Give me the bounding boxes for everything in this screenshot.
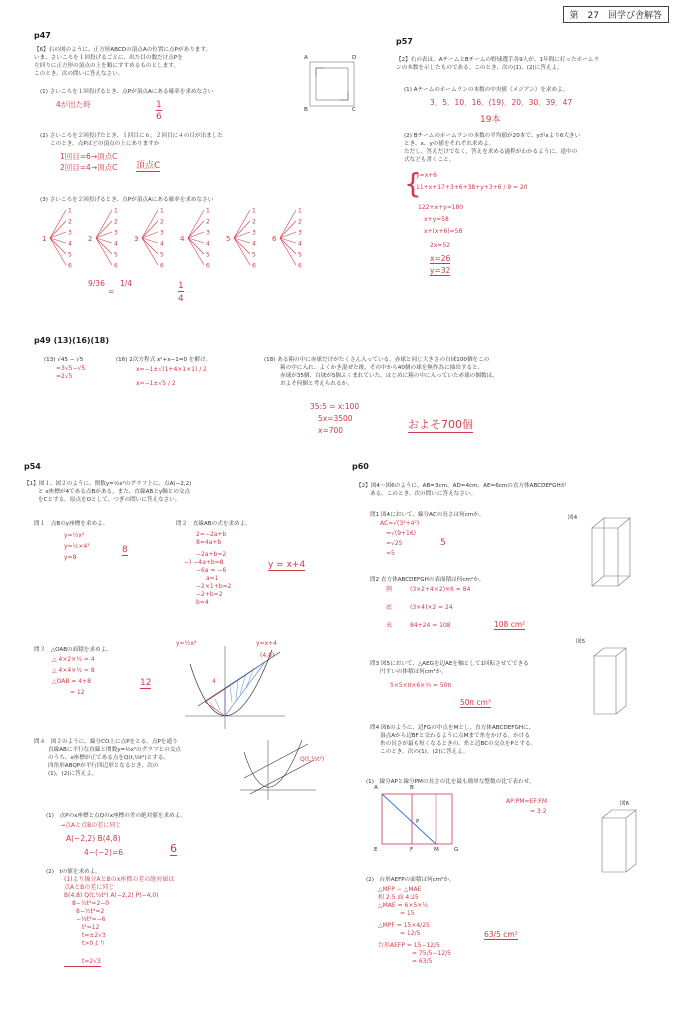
tree-root-label: 6 [272, 235, 277, 243]
p57-q2 [404, 132, 580, 164]
p54-a4-1-work: A(−2,2) B(4,8) [66, 834, 121, 843]
p57-q2-line: (2) Bチームのホームランの本数の平均値が20本で、yがxより6大きい [404, 133, 581, 139]
p57-work-5: x+(x+6)=58 [424, 228, 463, 235]
p57-work-3: 122+x+y=180 [418, 204, 464, 211]
tree-leaf-label: 5 [252, 251, 256, 259]
tree-leaf-label: 6 [114, 262, 118, 270]
p49-q13: (13) √45 − √5 [44, 357, 84, 363]
tree-branch [188, 210, 204, 238]
p60-fig5-prism [590, 644, 632, 722]
p54-a2-line: b=4 [196, 599, 209, 606]
p47-a2-line: 1回目=6→頂点C [60, 152, 118, 161]
tree-leaf-label: 3 [298, 229, 302, 237]
p54-a2-line: 8=4a+b [196, 539, 222, 546]
tree-leaf-label: 5 [298, 251, 302, 259]
p60-q4 [370, 724, 536, 756]
tree-leaf-label: 1 [298, 207, 302, 215]
p60-a1-work: AC=√(3²+4²) [380, 520, 420, 527]
p49-a13-line: =3√5−√5 [56, 365, 86, 372]
p47-a3-final-den: 4 [178, 294, 184, 304]
p57-work-1: y=x+6 [416, 172, 437, 179]
p54-a4-2-line: 点AとBの差に同じ [64, 884, 115, 891]
p57-q2-line: ただし、答えだけでなく、答えを求める過程がわかるように、途中の [404, 149, 578, 155]
tree-leaf-label: 5 [68, 251, 72, 259]
p60-intro [356, 482, 566, 498]
p54-intro-line: をCとする。原点をOとして、つぎの問いに答えなさい。 [38, 497, 181, 503]
p54-intro-line: と x座標が4である点Bがある。また、直線ABとy軸との交点 [38, 489, 191, 495]
p49-a16-line: x=−1±√(1+4×1×1) / 2 [136, 366, 207, 373]
tree-leaf-label: 6 [68, 262, 72, 270]
p47-a2-line: 2回目=4→頂点C [60, 163, 118, 172]
p54-a2-work [184, 531, 232, 607]
p60-q4-line: このとき、次の(1)、(2)に答えよ。 [380, 749, 469, 755]
tree-leaf-label: 1 [68, 207, 72, 215]
p47-q1: (1) さいころを１回投げるとき、点Pが頂点Aにある確率を求めなさい [40, 89, 214, 95]
p60-a2-tag: 側 [386, 586, 393, 593]
p47-a3-frac: 9/36 [88, 279, 105, 288]
p49-a18-line: 35:5 = x:100 [310, 402, 360, 411]
p54-a2-line: −2+b=2 [196, 591, 223, 598]
tree-branch [234, 210, 250, 238]
tree-leaf-label: 2 [160, 218, 164, 226]
tree-leaf-label: 5 [160, 251, 164, 259]
p54-a4-2-line: t=2√3 [64, 958, 101, 967]
p54-q4-line: (1)，(2)に答えよ。 [48, 771, 98, 777]
p47-a3-final-num: 1 [178, 281, 184, 291]
p49-q18-line: 箱の中に入れ、よくかき混ぜた後、その中から40個の球を無作為に抽出すると、 [280, 365, 484, 371]
p60-page-label: p60 [352, 462, 369, 471]
p47-label-d: D [352, 55, 357, 61]
p54-a3-work: △ 4×4×½ = 8 [52, 667, 95, 674]
tree-leaf-label: 4 [252, 240, 256, 248]
p60-a2-answer: 108 cm² [494, 620, 526, 629]
p47-label-c: C [352, 107, 356, 113]
p49-q18-line: (18) ある箱の中に赤球だけがたくさん入っている。赤球と同じ大きさの白球100個をこの [264, 357, 490, 363]
p57-intro-line: ンの本数を示したものである。このとき、次の(1)、(2)に答えよ。 [396, 65, 563, 71]
p60-diag-label: E [374, 847, 378, 853]
p60-a4-2-line: = 12/5 [400, 930, 421, 937]
p54-a2-line: −2×1+b=2 [196, 583, 232, 590]
p54-q4-line: 直線ABに平行な直線と関数y=½x²のグラフとの交点 [48, 747, 181, 753]
p47-label-a: A [304, 55, 308, 61]
tree-leaf-label: 6 [206, 262, 210, 270]
p60-a4-2-line: 相 2:5 面 4:25 [378, 894, 419, 901]
p54-a4-2-line: 8−½t²=2−0 [72, 900, 110, 907]
p49-a18-line: x=700 [318, 426, 344, 435]
tree-leaf-label: 3 [206, 229, 210, 237]
tree-branch [188, 232, 204, 238]
p47-q2-line: このとき、点Pはどの頂点の上にありますか [50, 141, 160, 147]
p57-a1-answer: 19本 [480, 115, 501, 125]
p54-q4-line: 四角形ABQPが平行四辺形となるとき、次の [48, 763, 159, 769]
p57-work-6: 2x=52 [430, 242, 451, 249]
p60-diag-label: G [454, 847, 459, 853]
p60-a1-answer: 5 [440, 538, 446, 548]
p60-a3-answer: 50π cm³ [460, 698, 491, 707]
tree-branch [280, 210, 296, 238]
tree-leaf-label: 2 [114, 218, 118, 226]
p60-diag-label: A [374, 785, 378, 791]
tree-root-label: 5 [226, 235, 231, 243]
tree-branch [96, 232, 112, 238]
p47-intro-line: いま、さいころを１回投げるごとに、出た目の数だけ点Pを [34, 55, 183, 61]
tree-leaf-label: 6 [160, 262, 164, 270]
p60-a4-2-line: △MPF = 15×4/25 [378, 922, 430, 929]
p57-work-2: 11+x+17+3+6+38+y+3+6 / 9 = 20 [416, 184, 528, 191]
p47-q3: (3) さいころを２回投げるとき、点Pが頂点Aにある確率を求めなさい [40, 197, 214, 203]
p54-a3-work: = 12 [70, 689, 85, 696]
p49-page-label: p49 (13)(16)(18) [34, 336, 109, 345]
p54-q4-2: (2) tの値を求めよ。 [46, 869, 101, 875]
p54-a1-answer: 8 [122, 545, 128, 555]
p60-diag-label: F [410, 847, 414, 853]
tree-branch [50, 232, 66, 238]
p54-graph-label: y=x+4 [256, 640, 277, 647]
p60-q2: 問2 直方体ABCDEFGHの表面積は何cm²か。 [370, 577, 485, 583]
p54-q1: 問１ 点Bのy座標を求めよ。 [34, 521, 109, 527]
tree-leaf-label: 1 [114, 207, 118, 215]
tree-leaf-label: 3 [252, 229, 256, 237]
p60-a4-2-answer: 63/5 cm² [484, 930, 518, 939]
p60-a2-work: (3×4)×2 = 24 [410, 604, 453, 611]
p60-a2-work: (3×2+4×2)×6 = 84 [410, 586, 471, 593]
p49-q18-line: 赤球が35個、白球が5個ふくまれていた。はじめに箱の中に入っていた赤球の個数は、 [280, 373, 498, 379]
p57-intro [396, 56, 599, 72]
p57-intro-line: 【2】右の表は、AチームとBチームの野球選手各9人が、1年間に打ったホームラ [396, 57, 599, 63]
p57-page-label: p57 [396, 37, 413, 46]
tree-leaf-label: 4 [160, 240, 164, 248]
tree-root-label: 1 [42, 235, 47, 243]
p54-a1-work: y=½x² [64, 532, 85, 539]
tree-leaf-label: 2 [68, 218, 72, 226]
p57-work-8: y=32 [430, 266, 451, 275]
p60-a4-2-line: = 15 [400, 910, 415, 917]
tree-root-label: 2 [88, 235, 93, 243]
tree-leaf-label: 2 [298, 218, 302, 226]
tree-branch [280, 232, 296, 238]
p54-graph-label: (4,8) [260, 652, 275, 659]
p54-a4-2-line: t>0より [82, 940, 106, 947]
p47-q2-line: (2) さいころを２回投げたとき、１回目に６，２回目に４の目が出ました [40, 133, 223, 139]
tree-branch [142, 232, 158, 238]
p54-a4-1-work: →点Aと点Bの差に同じ [60, 822, 122, 829]
tree-leaf-label: 1 [160, 207, 164, 215]
p54-a4-2-line: (1)より線分AとBのx座標の差の絶対値は [64, 876, 175, 883]
p54-intro-line: 【1】図１、図２のように、関数y=½x²のグラフ上に、点A(−2,2) [24, 481, 192, 487]
p60-q1: 問1 図4において、線分ACの長さは何cmか。 [370, 512, 485, 518]
p54-q2: 問２ 直線ABの式を求めよ。 [176, 521, 251, 527]
p54-a3-work: △OAB = 4+8 [52, 678, 91, 685]
p47-intro-line: 【6】右の図のように、正方形ABCDの頂点Aの位置に点Pがあります。 [34, 47, 212, 53]
p60-q4-line: 糸の長さが最も短くなるときの、糸と辺BCの交点をPとする。 [380, 741, 537, 747]
p60-q4-line: 問4 図6のように、辺FGの中点をMとし、直方体ABCDEFGHに、 [370, 725, 535, 731]
p60-a1-work: =5 [386, 550, 395, 557]
p47-square-diagram [302, 56, 362, 112]
p60-diag-label: P [416, 819, 420, 825]
p60-q4-line: 頂点Aから辺BFと交わるように点Mまで糸をかける。かける [380, 733, 530, 739]
p60-fig5-label: 図5 [576, 639, 586, 645]
p57-work-4: x+y=58 [424, 216, 449, 223]
p54-a3-answer: 12 [140, 678, 152, 688]
p47-a1-note: 4が出た時 [56, 100, 91, 109]
p47-intro-line: 左回りに正方形の頂点の上を順にすすめるものとします。 [34, 63, 180, 69]
p57-q2-line: とき、x、yの値をそれぞれ求めよ。 [404, 141, 495, 147]
p54-a1-work: y=½×4² [64, 543, 90, 550]
p54-a2-line: −) −4a+b=8 [184, 559, 224, 566]
p57-brace: { [404, 167, 422, 200]
p57-q1: (1) Aチームのホームランの本数の中央値（メジアン）を求めよ。 [404, 87, 569, 93]
tree-leaf-label: 5 [114, 251, 118, 259]
tree-leaf-label: 5 [206, 251, 210, 259]
p60-fig6-prism [598, 806, 642, 880]
p60-q3 [370, 660, 529, 676]
tree-leaf-label: 2 [252, 218, 256, 226]
p54-a4-2-line: 8−½t²=2 [76, 908, 105, 915]
p54-graph-label: 4 [212, 678, 216, 685]
tree-leaf-label: 6 [252, 262, 256, 270]
p60-a4-2-line: = 63/5 [412, 958, 433, 965]
p60-a4-2-work [378, 886, 451, 966]
p49-a16-line: x=−1±√5 / 2 [136, 380, 176, 387]
p60-q4-1: (1) 線分APと線分PMの長さの比を最も簡単な整数の比で表わせ。 [366, 779, 535, 785]
p47-page-label: p47 [34, 31, 51, 40]
tree-leaf-label: 1 [206, 207, 210, 215]
tree-root-label: 3 [134, 235, 139, 243]
p54-a4-1-work: 4−(−2)=6 [84, 848, 124, 857]
p60-a4-2-line: △MFP ∽ △MAE [378, 886, 422, 893]
p54-a4-2-line: t=±2√3 [82, 932, 106, 939]
tree-leaf-label: 3 [68, 229, 72, 237]
p54-graph-label: y=½x² [176, 640, 197, 647]
page-header-title: 第 27 回学び舎解答 [563, 6, 669, 23]
p60-fig4-prism [586, 514, 636, 594]
p47-tree-diagrams [40, 206, 320, 276]
p60-q4-2: (2) 台形AEFPの面積は何cm²か。 [366, 877, 455, 883]
p49-q16: (16) 2次方程式 x²+x−1=0 を解け。 [116, 357, 211, 363]
p54-a2-answer: y = x+4 [268, 560, 306, 570]
tree-branch [50, 210, 66, 238]
p54-q4-1: (1) 点Pのx座標と点Qのx座標の差の絶対値を求めよ。 [46, 813, 186, 819]
p54-a4-2-line: t²=12 [82, 924, 100, 931]
p47-q2 [40, 132, 223, 148]
tree-branch [96, 210, 112, 238]
p60-diag-label: M [434, 847, 439, 853]
p49-a18-line: 5x=3500 [318, 414, 353, 423]
p60-a4-1-work: AP:PM=EF:FM [506, 798, 547, 805]
tree-leaf-label: 4 [68, 240, 72, 248]
p54-q4 [34, 738, 181, 778]
p54-graph2 [238, 738, 318, 802]
p60-net-diagram [376, 790, 466, 852]
p60-q3-line: 問3 図5において、△AEGを辺AEを軸として1回転させてできる [370, 661, 529, 667]
p54-intro [24, 480, 191, 504]
p60-intro-line: ある。このとき、次の問いに答えなさい。 [370, 491, 477, 497]
p47-label-b: B [304, 107, 308, 113]
p60-a1-work: =√25 [386, 540, 403, 547]
p54-q4-line: 問４ 図２のように、線分CO上に点Pをとる。点Pを通り [34, 739, 178, 745]
tree-leaf-label: 6 [298, 262, 302, 270]
p47-intro [34, 46, 211, 78]
tree-branch [142, 210, 158, 238]
p60-fig4-label: 図4 [568, 515, 578, 521]
p54-a4-2-line: −½t²=−6 [76, 916, 106, 923]
p54-a2-line: −2a+b=2 [196, 551, 227, 558]
p54-a2-line: 2=−2a+b [196, 531, 227, 538]
p49-a18-answer: およそ700個 [408, 418, 473, 431]
p54-a2-line: a=1 [206, 575, 219, 582]
p54-graph2-label: Q(t,½t²) [300, 756, 325, 763]
p60-a2-tag: 表 [386, 622, 393, 629]
p54-a4-1-answer: 6 [170, 842, 177, 855]
tree-leaf-label: 4 [206, 240, 210, 248]
tree-root-label: 4 [180, 235, 185, 243]
p54-a1-work: y=8 [64, 554, 77, 561]
p54-a4-2-line: B(4,8) Q(t,½t²) A(−2,2) P(−4,0) [64, 892, 159, 899]
p57-sequence: 3．5．10．16．(19)．20．30．39．47 [430, 98, 573, 107]
p47-a2-answer: 頂点C [136, 158, 160, 172]
p47-a3-simplified: 1/4 [120, 279, 133, 288]
tree-leaf-label: 3 [114, 229, 118, 237]
tree-leaf-label: 3 [160, 229, 164, 237]
tree-leaf-label: 4 [114, 240, 118, 248]
p49-a13-line: =2√5 [56, 373, 73, 380]
p60-a4-2-line: 台形AEFP = 15−12/5 [378, 942, 440, 949]
p60-a2-tag: 底 [386, 604, 393, 611]
p60-q3-line: 円すいの体積は何cm³か。 [380, 669, 447, 675]
p54-q3: 問３ △OABの面積を求めよ。 [34, 647, 112, 653]
p57-q2-line: 式なども書くこと。 [404, 157, 455, 163]
p54-a2-line: −6a = −6 [196, 567, 227, 574]
p54-a4-2-work [64, 876, 174, 967]
p57-work-7: x=26 [430, 254, 451, 263]
p60-diag-label: B [410, 785, 414, 791]
p49-q18-line: およそ何個と考えられるか。 [280, 381, 353, 387]
p47-a1-den: 6 [156, 112, 162, 122]
tree-leaf-label: 4 [298, 240, 302, 248]
p60-a4-2-line: △MAE = 6×5×½ [378, 902, 429, 909]
p60-a4-2-line: = 75/5−12/5 [412, 950, 451, 957]
p60-intro-line: 【2】図4〜図6のように、AB=3cm、AD=4cm、AE=6cmの直方体ABCDEFGHが [356, 483, 567, 489]
p60-fig6-label: 図6 [620, 801, 630, 807]
tree-leaf-label: 2 [206, 218, 210, 226]
p47-intro-line: このとき、次の問いに答えなさい。 [34, 71, 124, 77]
p47-a1-num: 1 [156, 100, 162, 110]
p54-page-label: p54 [24, 462, 41, 471]
tree-branch [234, 232, 250, 238]
p54-q4-line: のうち、x座標が正である点をQ(t,½t²)とする。 [48, 755, 170, 761]
p60-a1-work: =√(9+16) [386, 530, 417, 537]
p60-a4-1-work: = 3:2 [530, 808, 547, 815]
p49-q18 [264, 356, 498, 388]
p54-a3-work: △ 4×2×½ = 4 [52, 656, 95, 663]
p60-a2-work: 84+24 = 108 [410, 622, 451, 629]
p47-a3-eq: = [108, 287, 115, 296]
p60-a3-work: 5×5×π×6×⅓ = 50π [390, 682, 452, 689]
tree-leaf-label: 1 [252, 207, 256, 215]
